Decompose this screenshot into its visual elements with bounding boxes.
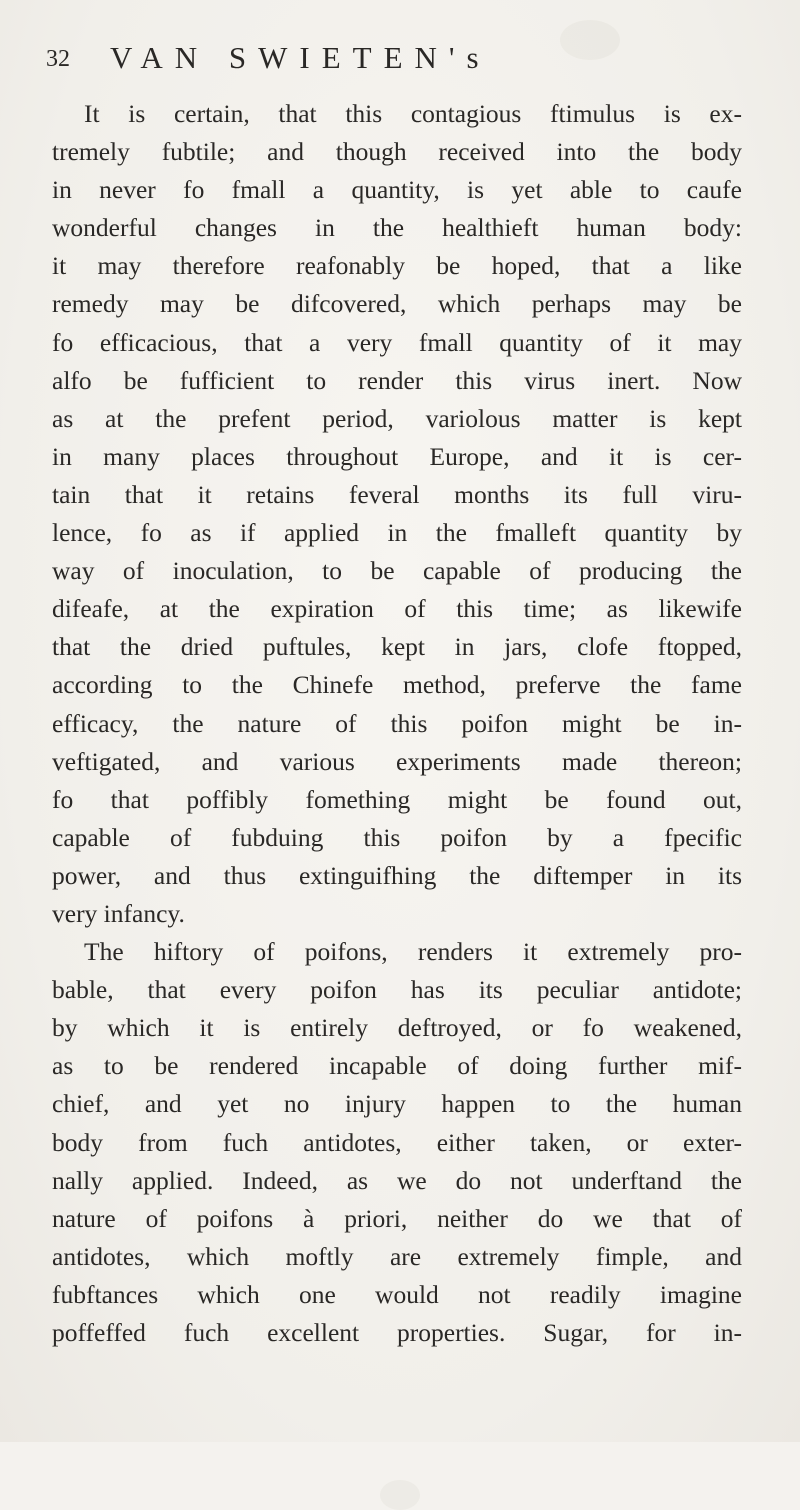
text-line: difeafe, at the expiration of this time; as likewife (52, 594, 742, 624)
text-line: according to the Chinefe method, preferve the fame (52, 670, 742, 700)
text-line: as at the prefent period, variolous matter is kept (52, 403, 742, 433)
text-line: that the dried puftules, kept in jars, clofe ftopped, (52, 632, 742, 662)
text-line: way of inoculation, to be capable of producing the (52, 556, 742, 586)
text-line: tain that it retains feveral months its full viru- (52, 479, 742, 509)
text-line: It is certain, that this contagious ftimulus is ex- (84, 99, 742, 128)
text-line: nally applied. Indeed, as we do not underftand the (52, 1165, 742, 1195)
text-line: antidotes, which moftly are extremely fimple, and (52, 1241, 742, 1271)
body-text (52, 95, 742, 1352)
running-head: VAN SWIETEN's (110, 40, 491, 75)
text-line: capable of fubduing this poifon by a fpecific (52, 822, 742, 852)
paper-stain (380, 1480, 420, 1510)
text-line: remedy may be difcovered, which perhaps may be (52, 289, 742, 319)
text-line: The hiftory of poifons, renders it extremely pro- (84, 937, 742, 967)
text-line: it may therefore reafonably be hoped, that a like (52, 251, 742, 281)
text-line: in many places throughout Europe, and it is cer- (52, 441, 742, 471)
text-line: chief, and yet no injury happen to the human (52, 1089, 742, 1119)
text-line: power, and thus extinguifhing the diftemper in its (52, 860, 742, 890)
text-line: nature of poifons à priori, neither do we that of (52, 1203, 742, 1233)
text-line: lence, fo as if applied in the fmalleft quantity by (52, 518, 742, 548)
text-line: by which it is entirely deftroyed, or fo weakened, (52, 1013, 742, 1043)
text-line: poffeffed fuch excellent properties. Sugar, for in- (52, 1318, 742, 1347)
text-line: bable, that every poifon has its peculiar antidote; (52, 975, 742, 1005)
text-line: efficacy, the nature of this poifon might be in- (52, 708, 742, 738)
text-line: tremely fubtile; and though received into the body (52, 137, 742, 167)
text-line: alfo be fufficient to render this virus inert. Now (52, 365, 742, 395)
text-line: wonderful changes in the healthieft human body: (52, 213, 742, 243)
text-line: body from fuch antidotes, either taken, or exter- (52, 1127, 742, 1157)
page-number: 32 (46, 46, 70, 72)
page-header (46, 40, 740, 84)
text-line: in never fo fmall a quantity, is yet able to caufe (52, 175, 742, 205)
text-line: fo efficacious, that a very fmall quantity of it may (52, 327, 742, 357)
text-line: fo that poffibly fomething might be found out, (52, 784, 742, 814)
text-line: very infancy. (52, 898, 185, 928)
text-line: fubftances which one would not readily imagine (52, 1279, 742, 1309)
text-line: veftigated, and various experiments made thereon; (52, 746, 742, 776)
text-line: as to be rendered incapable of doing further mif- (52, 1051, 742, 1081)
